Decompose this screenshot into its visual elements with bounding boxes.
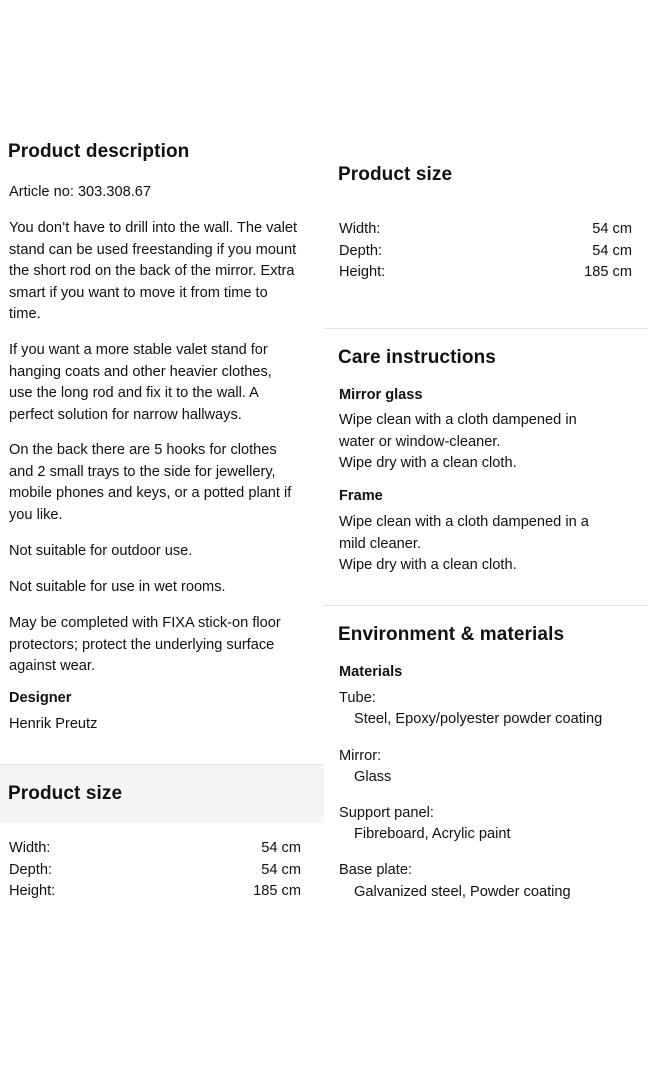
size-value: 54 cm xyxy=(592,243,632,259)
size-row-depth xyxy=(9,862,301,878)
size-value: 185 cm xyxy=(584,264,632,280)
frame-label: Frame xyxy=(339,488,383,504)
product-size-heading: Product size xyxy=(8,783,123,804)
material-part: Mirror: xyxy=(339,748,382,764)
size-label: Height: xyxy=(9,883,56,899)
size-row-width xyxy=(339,221,632,237)
materials-label: Materials xyxy=(339,664,403,680)
care-line: water or window-cleaner. xyxy=(339,434,501,450)
material-value: Fibreboard, Acrylic paint xyxy=(354,826,511,842)
care-line: Wipe clean with a cloth dampened in a xyxy=(339,514,589,530)
care-line: Wipe dry with a clean cloth. xyxy=(339,557,517,573)
material-part: Base plate: xyxy=(339,862,413,878)
material-value: Glass xyxy=(354,769,392,785)
size-label: Depth: xyxy=(9,862,52,878)
care-line: mild cleaner. xyxy=(339,536,421,552)
material-part: Support panel: xyxy=(339,805,434,821)
material-value: Steel, Epoxy/polyester powder coating xyxy=(354,711,603,727)
size-row-depth xyxy=(339,243,632,259)
size-value: 54 cm xyxy=(261,840,301,856)
care-line: Wipe clean with a cloth dampened in xyxy=(339,412,577,428)
size-row-height xyxy=(9,883,301,899)
article-number: Article no: 303.308.67 xyxy=(9,184,151,200)
description-paragraph: If you want a more stable valet stand for hanging coats and other heavier clothes, use the long rod and fix it to the wall. A perfect solution for narrow hallways. xyxy=(9,342,272,423)
product-size-heading: Product size xyxy=(338,164,453,185)
size-row-height xyxy=(339,264,632,280)
size-value: 54 cm xyxy=(592,221,632,237)
care-line: Wipe dry with a clean cloth. xyxy=(339,455,517,471)
section-divider xyxy=(324,605,648,606)
environment-materials-heading: Environment & materials xyxy=(338,624,565,645)
care-instructions-heading: Care instructions xyxy=(338,347,496,368)
material-part: Tube: xyxy=(339,690,376,706)
description-paragraph: May be completed with FIXA stick-on floor protectors; protect the underlying surface against wear. xyxy=(9,615,281,674)
description-paragraph: Not suitable for outdoor use. xyxy=(9,543,193,559)
description-paragraph: On the back there are 5 hooks for clothes and 2 small trays to the side for jewellery, mobile phones and keys, or a potted plant if you like. xyxy=(9,442,292,523)
designer-label: Designer xyxy=(9,690,72,706)
size-label: Width: xyxy=(339,221,381,237)
size-value: 54 cm xyxy=(261,862,301,878)
product-description-heading: Product description xyxy=(8,141,190,162)
size-label: Width: xyxy=(9,840,51,856)
description-paragraph: Not suitable for use in wet rooms. xyxy=(9,579,226,595)
description-paragraph: You don’t have to drill into the wall. The valet stand can be used freestanding if you mount the short rod on the back of the mirror. Extra smart if you want to move it from time to time. xyxy=(9,220,298,322)
designer-name: Henrik Preutz xyxy=(9,716,98,732)
size-label: Depth: xyxy=(339,243,382,259)
mirror-glass-label: Mirror glass xyxy=(339,387,423,403)
right-panel xyxy=(324,0,648,1080)
section-divider xyxy=(324,328,648,329)
material-value: Galvanized steel, Powder coating xyxy=(354,884,571,900)
size-row-width xyxy=(9,840,301,856)
size-label: Height: xyxy=(339,264,386,280)
size-value: 185 cm xyxy=(253,883,301,899)
